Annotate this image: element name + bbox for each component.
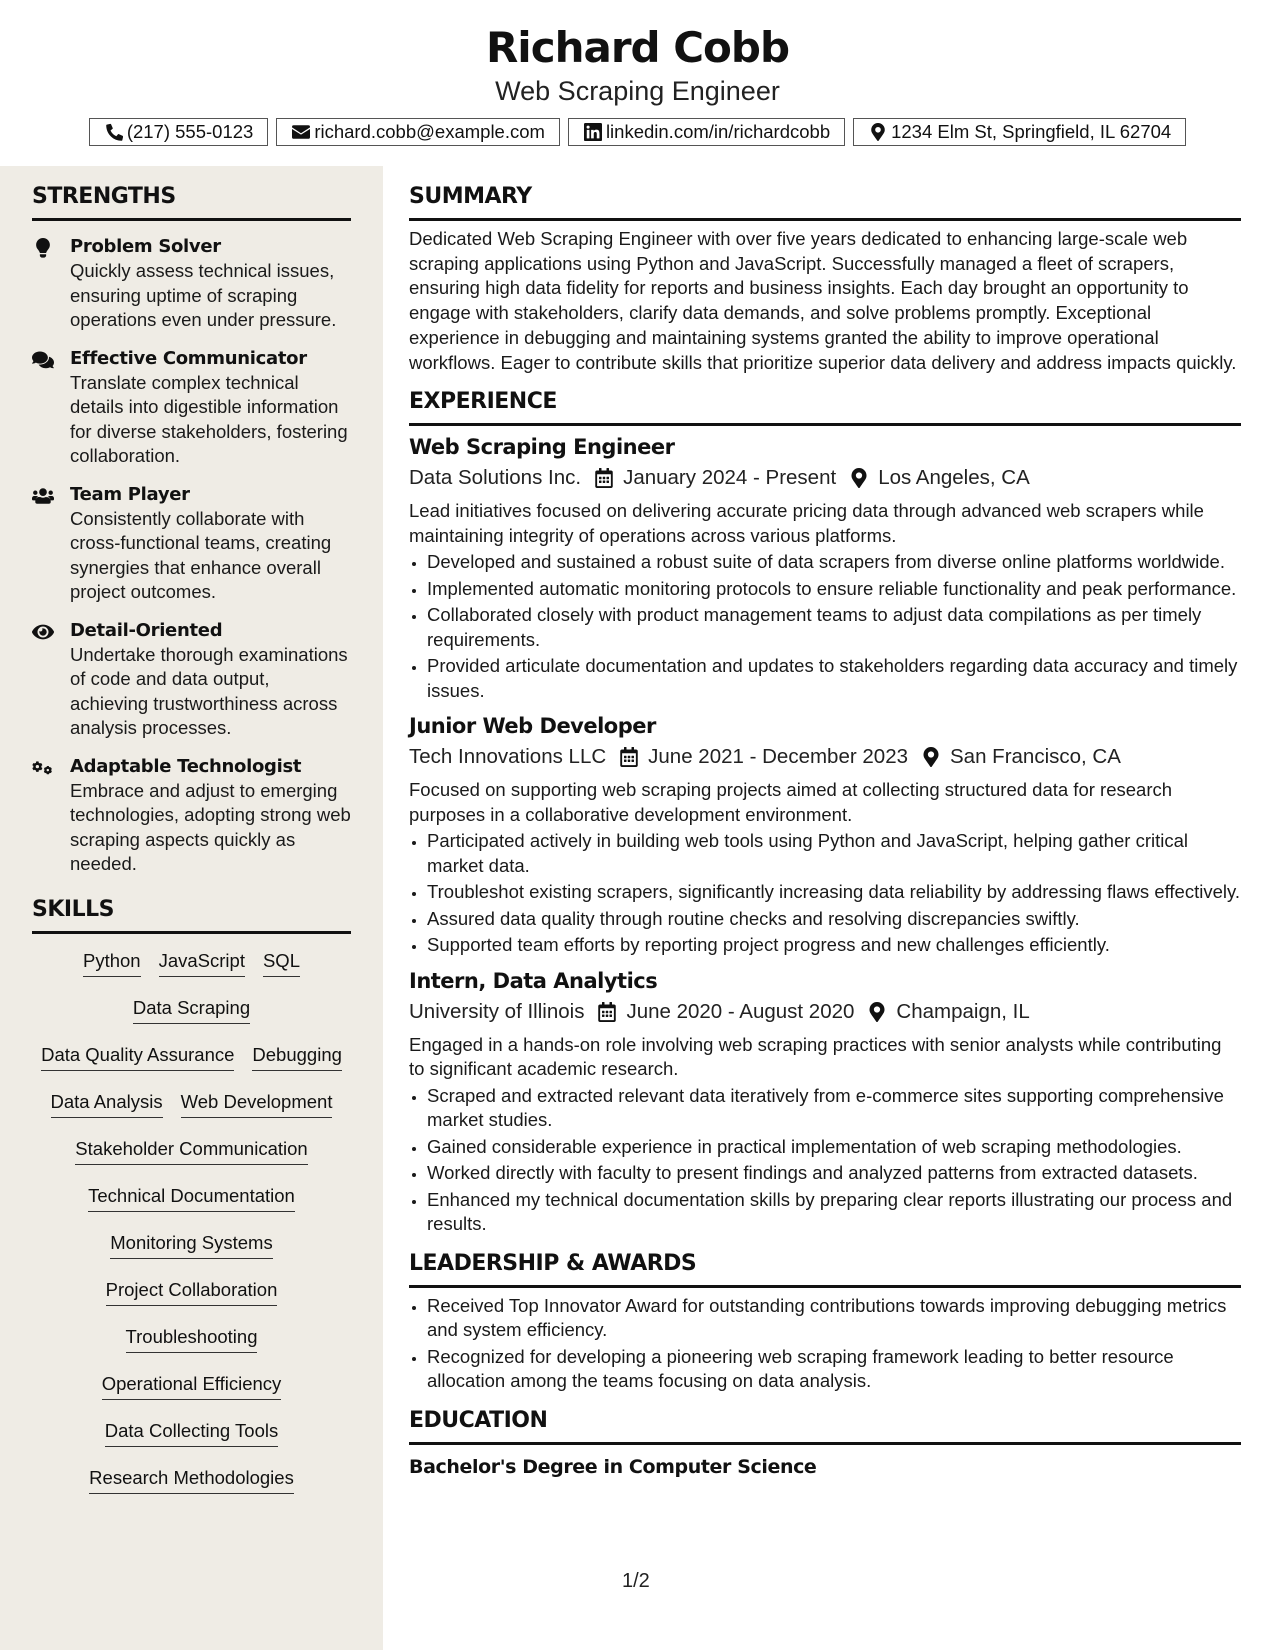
job-location: Champaign, IL [896, 999, 1030, 1023]
strength-desc: Undertake thorough examinations of code and data output, achieving trustworthiness across analysis processes. [70, 643, 348, 738]
skill-tag: SQL [263, 948, 300, 977]
contact-phone-text: (217) 555-0123 [126, 121, 254, 142]
contact-bar [0, 118, 1275, 146]
contact-email-text: richard.cobb@example.com [314, 121, 545, 142]
gears-icon [32, 755, 70, 877]
calendar-icon [618, 746, 640, 768]
award-bullet: • Recognized for developing a pioneering web scraping framework leading to better resource allocation among the teams focusing on data analysis. [427, 1345, 1241, 1394]
skill-tag: Data Scraping [133, 995, 250, 1024]
strength-item [32, 619, 351, 741]
job-bullets [409, 829, 1241, 958]
job-bullets [409, 550, 1241, 703]
education-degree: Bachelor's Degree in Computer Science [409, 1455, 817, 1478]
job-meta [409, 463, 1241, 493]
job-entry [409, 432, 1241, 703]
map-pin-icon [848, 467, 870, 489]
chat-bubbles-icon [32, 347, 70, 469]
skill-tag: Web Development [181, 1089, 333, 1118]
job-bullet: • Collaborated closely with product management teams to adjust data compilations as per timely requirements. [427, 603, 1241, 652]
skill-tag: Python [83, 948, 141, 977]
calendar-icon [596, 1001, 618, 1023]
skill-row [32, 1134, 351, 1181]
strength-title: Detail-Oriented [70, 619, 223, 641]
users-icon [32, 483, 70, 605]
job-bullet: • Gained considerable experience in practical implementation of web scraping methodologies. [427, 1135, 1241, 1160]
skill-tag: Troubleshooting [126, 1324, 258, 1353]
skill-row [32, 1369, 351, 1416]
skills-list [32, 946, 351, 1510]
skill-row [32, 1228, 351, 1275]
job-bullet: • Implemented automatic monitoring protocols to ensure reliable functionality and peak performance. [427, 577, 1241, 602]
skill-row [32, 1322, 351, 1369]
job-description: Engaged in a hands-on role involving web scraping practices with senior analysts while contributing to significant academic research. [409, 1033, 1222, 1080]
experience-heading: EXPERIENCE [409, 387, 1241, 426]
map-pin-icon [868, 122, 888, 142]
lightbulb-icon [32, 235, 70, 333]
skill-tag: Data Quality Assurance [41, 1042, 234, 1071]
phone-icon [104, 122, 124, 142]
job-bullet: • Enhanced my technical documentation skills by preparing clear reports illustrating our process and results. [427, 1188, 1241, 1237]
map-pin-icon [866, 1001, 888, 1023]
job-bullet: • Troubleshot existing scrapers, significantly increasing data reliability by addressing flaws effectively. [427, 880, 1241, 905]
skill-tag: Monitoring Systems [110, 1230, 272, 1259]
job-entry [409, 966, 1241, 1237]
job-bullets [409, 1084, 1241, 1237]
job-bullet: • Scraped and extracted relevant data iteratively from e-commerce sites supporting comprehensive market studies. [427, 1084, 1241, 1133]
calendar-icon [593, 467, 615, 489]
strengths-heading: STRENGTHS [32, 182, 351, 221]
skill-row [32, 1416, 351, 1463]
contact-linkedin-text: linkedin.com/in/richardcobb [605, 121, 831, 142]
contact-email[interactable] [276, 118, 560, 146]
skill-row [32, 1087, 351, 1134]
job-bullet: • Supported team efforts by reporting project progress and new challenges efficiently. [427, 933, 1241, 958]
skill-row [32, 1463, 351, 1510]
skill-tag: Operational Efficiency [102, 1371, 282, 1400]
skill-row [32, 1040, 351, 1087]
skill-tag: Stakeholder Communication [75, 1136, 307, 1165]
strength-item [32, 755, 351, 877]
envelope-icon [291, 122, 311, 142]
summary-text: Dedicated Web Scraping Engineer with over five years dedicated to enhancing large-scale web scraping applications using Python and JavaScript. Successfully managed a fleet of scrapers, ensuring high data fidelity for reports and business insights. Each day brought an opportunity to engage with stakeholders, clarify data demands, and solve problems promptly. Exceptional experience in debugging and maintaining systems granted the ability to improve operational workflows. Eager to contribute skills that prioritize superior data delivery and address impacts quickly. [409, 228, 1237, 373]
job-description: Focused on supporting web scraping projects aimed at collecting structured data for research purposes in a collaborative development environment. [409, 779, 1173, 825]
strength-desc: Consistently collaborate with cross-functional teams, creating synergies that enhance overall project outcomes. [70, 507, 332, 602]
strength-title: Adaptable Technologist [70, 755, 302, 777]
skill-row [32, 1181, 351, 1228]
summary-heading: SUMMARY [409, 182, 1241, 221]
candidate-name: Richard Cobb [485, 23, 790, 72]
candidate-role: Web Scraping Engineer [495, 76, 780, 106]
main-column [409, 166, 1241, 1481]
job-title: Junior Web Developer [409, 714, 656, 739]
skill-tag: Data Collecting Tools [105, 1418, 278, 1447]
skill-row [32, 1275, 351, 1322]
contact-address[interactable] [853, 118, 1186, 146]
award-bullet: • Received Top Innovator Award for outstanding contributions towards improving debugging metrics and system efficiency. [427, 1294, 1241, 1343]
job-title: Web Scraping Engineer [409, 435, 675, 460]
skill-tag: Research Methodologies [89, 1465, 294, 1494]
job-dates: January 2024 - Present [623, 466, 837, 490]
strength-desc: Quickly assess technical issues, ensuring uptime of scraping operations even under pressure. [70, 260, 337, 330]
skills-heading: SKILLS [32, 895, 351, 934]
job-bullet: • Assured data quality through routine checks and resolving discrepancies swiftly. [427, 907, 1241, 932]
job-company: Data Solutions Inc. [409, 466, 582, 490]
skill-row [32, 993, 351, 1040]
strength-title: Team Player [70, 483, 190, 505]
page-number: 1/2 [622, 1570, 650, 1592]
resume-header [0, 0, 1275, 146]
skill-row [32, 946, 351, 993]
strength-desc: Embrace and adjust to emerging technologies, adopting strong web scraping aspects quickly as needed. [70, 779, 351, 874]
job-company: University of Illinois [409, 999, 585, 1023]
job-bullet: • Provided articulate documentation and updates to stakeholders regarding data accuracy and timely issues. [427, 654, 1241, 703]
skill-tag: Project Collaboration [106, 1277, 278, 1306]
strength-item [32, 347, 351, 469]
education-heading: EDUCATION [409, 1406, 1241, 1445]
strength-item [32, 483, 351, 605]
job-bullet: • Worked directly with faculty to present findings and analyzed patterns from extracted datasets. [427, 1161, 1241, 1186]
job-title: Intern, Data Analytics [409, 968, 658, 993]
job-meta [409, 997, 1241, 1027]
contact-linkedin[interactable] [568, 118, 845, 146]
map-pin-icon [920, 746, 942, 768]
linkedin-icon [583, 122, 603, 142]
strength-desc: Translate complex technical details into digestible information for diverse stakeholders, fostering collaboration. [70, 371, 348, 466]
skill-tag: JavaScript [159, 948, 245, 977]
strength-title: Effective Communicator [70, 347, 307, 369]
strength-title: Problem Solver [70, 236, 221, 257]
contact-address-text: 1234 Elm St, Springfield, IL 62704 [891, 121, 1172, 142]
skill-tag: Debugging [252, 1042, 342, 1071]
skill-tag: Technical Documentation [88, 1183, 295, 1212]
leadership-bullets [409, 1294, 1241, 1394]
job-entry [409, 711, 1241, 958]
job-location: Los Angeles, CA [878, 466, 1030, 490]
job-bullet: • Developed and sustained a robust suite of data scrapers from diverse online platforms worldwide. [427, 550, 1241, 575]
skill-tag: Data Analysis [51, 1089, 163, 1118]
job-bullet: • Participated actively in building web tools using Python and JavaScript, helping gather critical market data. [427, 829, 1241, 878]
job-description: Lead initiatives focused on delivering accurate pricing data through advanced web scrapers while maintaining integrity of operations across various platforms. [409, 500, 1204, 546]
leadership-heading: LEADERSHIP & AWARDS [409, 1249, 1241, 1288]
contact-phone[interactable] [89, 118, 269, 146]
sidebar [0, 166, 383, 1650]
strength-item [32, 235, 351, 333]
job-dates: June 2021 - December 2023 [648, 745, 908, 769]
job-company: Tech Innovations LLC [409, 745, 607, 769]
eye-icon [32, 619, 70, 741]
job-dates: June 2020 - August 2020 [626, 999, 855, 1023]
job-meta [409, 742, 1241, 772]
job-location: San Francisco, CA [950, 745, 1121, 769]
